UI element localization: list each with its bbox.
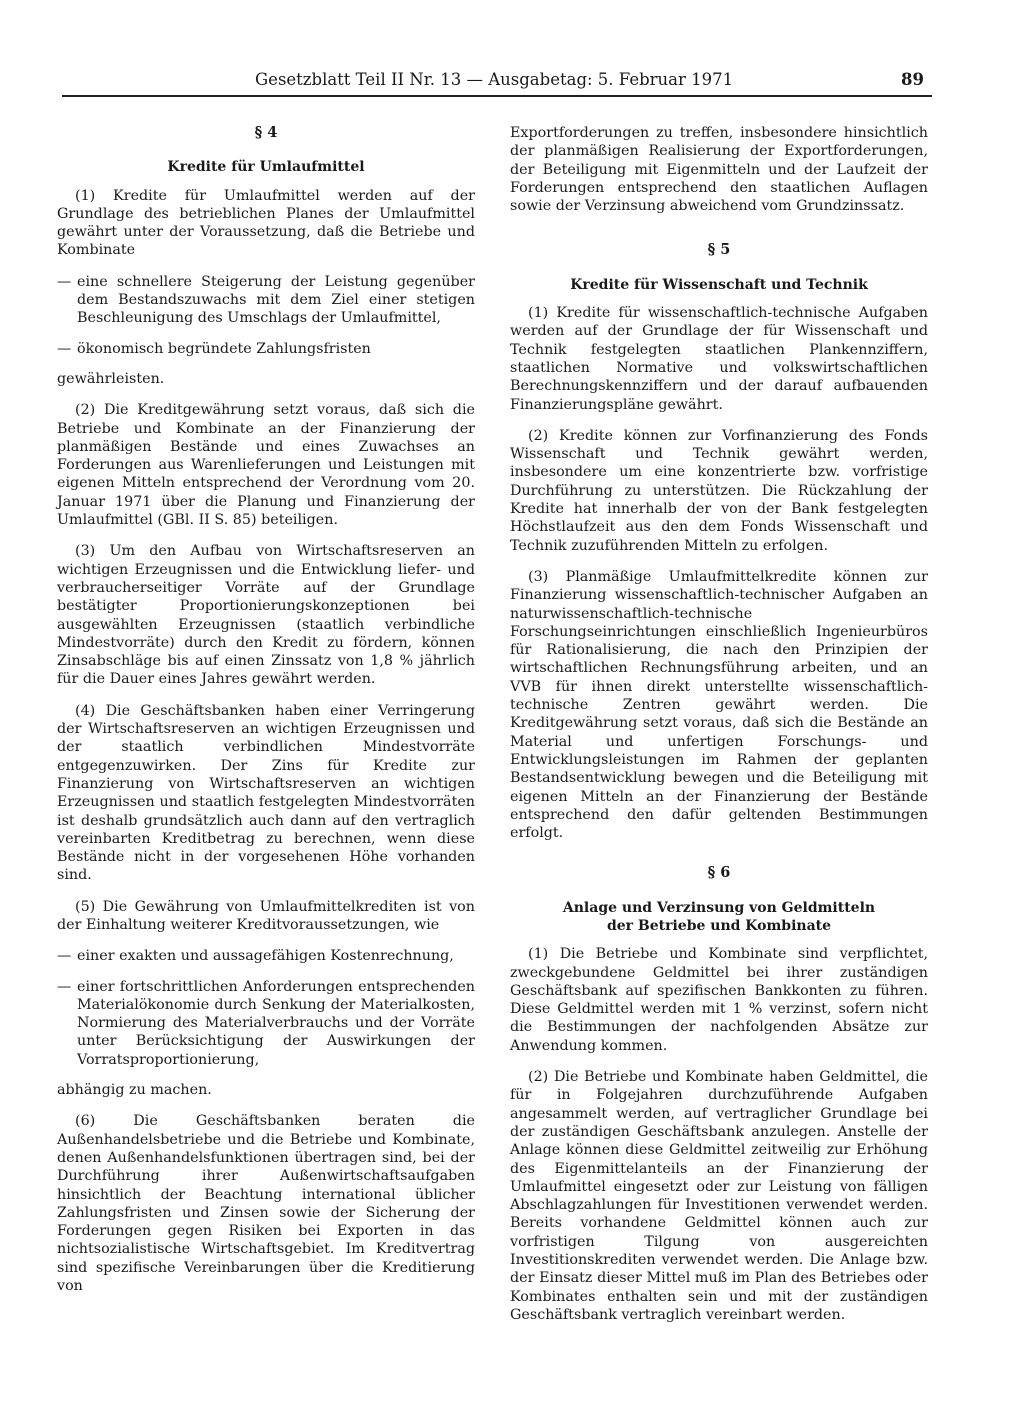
dash-text: einer fortschrittlichen Anforderungen entsprechenden Materialökonomie durch Senkung der Materialkosten, Normierung des Materialverbrauchs und der Vorräte unter Berücksichtigung der Auswirkungen der Vorratsproportionierung, [77, 978, 475, 1068]
dash-mark: — [57, 978, 72, 995]
header-rule [62, 95, 932, 97]
s5-paragraph-1: (1) Kredite für wissenschaftlich-technische Aufgaben werden auf der Grundlage der für Wissenschaft und Technik festgelegten staatlichen Plankennziffern, staatlichen Normative und volkswirtschaftlichen Berechnungskennziffern und der darauf aufbauenden Finanzierungspläne gewährt. [510, 305, 928, 413]
s5-paragraph-2: (2) Kredite können zur Vorfinanzierung des Fonds Wissenschaft und Technik gewährt werden, insbesondere um eine konzentrierte bzw. vorfristige Durchführung zu unterstützen. Die Rückzahlung der Kredite hat innerhalb der von der Bank festgelegten Höchstlaufzeit aus den dem Fonds Wissenschaft und Technik zuzuführenden Mitteln zu erfolgen. [510, 427, 928, 554]
dash-mark: — [57, 948, 72, 965]
s4-paragraph-3: (3) Um den Aufbau von Wirtschaftsreserven an wichtigen Erzeugnissen und die Entwicklung liefer- und verbraucherseitiger Vorräte auf der Grundlage bestätigter Proportionierungskonzeptionen bei ausgewählten Erzeugnissen (staatlich verbindliche Mindestvorräte) durch den Kredit zu fördern, können Zinsabschläge bis auf einen Zinssatz von 1,8 % jährlich für die Dauer eines Jahres gewährt werden. [57, 543, 475, 688]
s6-paragraph-2: (2) Die Betriebe und Kombinate haben Geldmittel, die für in Folgejahren durchzuführende Aufgaben angesammelt werden, auf vertraglicher Grundlage bei der zuständigen Geschäftsbank anzulegen. Anstelle der Anlage können diese Geldmittel zeitweilig zur Erhöhung des Eigenmittelanteils an der Finanzierung der Umlaufmittel eingesetzt oder zur Leistung von fälligen Abschlagzahlungen für Investitionen verwendet werden. Bereits vorhandene Geldmittel können auch zur vorfristigen Tilgung von ausgereichten Investitionskrediten verwendet werden. Die Anlage bzw. der Einsatz dieser Mittel muß im Plan des Betriebes oder Kombinates enthalten sein und mit der zuständigen Geschäftsbank vertraglich vereinbart werden. [510, 1069, 928, 1323]
s4-paragraph-6-continued: Exportforderungen zu treffen, insbesondere hinsichtlich der planmäßigen Realisierung der Exportforderungen, der Beteiligung mit Eigenmitteln und der Laufzeit der Forderungen entsprechend den staatlichen Auflagen sowie der Verzinsung abweichend vom Grundzinssatz. [510, 125, 928, 215]
section-6-title-line-1: Anlage und Verzinsung von Geldmitteln [562, 899, 876, 916]
s6-paragraph-1: (1) Die Betriebe und Kombinate sind verpflichtet, zweckgebundene Geldmittel bei ihrer zuständigen Geschäftsbank auf spezifischen Bankkonten zu führen. Diese Geldmittel werden mit 1 % verzinst, sofern nicht die Bestimmungen der nachfolgenden Absätze zur Anwendung kommen. [510, 946, 928, 1054]
s4-paragraph-5: (5) Die Gewährung von Umlaufmittelkrediten ist von der Einhaltung weiterer Kreditvoraussetzungen, wie [57, 898, 475, 933]
s4-paragraph-4: (4) Die Geschäftsbanken haben einer Verringerung der Wirtschaftsreserven an wichtigen Erzeugnissen und der staatlich verbindlichen Mindestvorräte entgegenzuwirken. Der Zins für Kredite zur Finanzierung von Wirtschaftsreserven an wichtigen Erzeugnissen und staatlich festgelegten Mindestvorräten ist deshalb grundsätzlich auch dann auf den vertraglich vereinbarten Kreditbetrag zu berechnen, wenn diese Bestände nicht in der vorgesehenen Höhe vorhanden sind. [57, 702, 475, 884]
right-column [510, 124, 928, 1337]
s4-dash-item-4 [57, 978, 475, 1069]
dash-text: eine schnellere Steigerung der Leistung gegenüber dem Bestandszuwachs mit dem Ziel einer stetigen Beschleunigung des Umschlags der Umlaufmittel, [77, 273, 475, 327]
section-4-title: Kredite für Umlaufmittel [167, 159, 365, 176]
s4-paragraph-5-end: abhängig zu machen. [57, 1082, 212, 1099]
section-5-title: Kredite für Wissenschaft und Technik [570, 276, 868, 293]
dash-mark: — [57, 340, 72, 357]
section-6-title-line-2: der Betriebe und Kombinate [606, 917, 832, 934]
section-4-heading: § 4 [254, 124, 278, 141]
dash-text: einer exakten und aussagefähigen Kostenrechnung, [77, 948, 454, 965]
s4-paragraph-1-end: gewährleisten. [57, 370, 165, 387]
page-header [62, 68, 932, 92]
s5-paragraph-3: (3) Planmäßige Umlaufmittelkredite können zur Finanzierung wissenschaftlich-technischer Aufgaben an naturwissenschaftlich-technische Forschungseinrichtungen einschließlich Ingenieurbüros für Rationalisierung, die nach den Prinzipien der wirtschaftlichen Rechnungsführung arbeiten, und an VVB für ihnen direkt unterstellte wissenschaftlich-technische Zentren gewährt werden. Die Kreditgewährung setzt voraus, daß sich die Bestände an Material und unfertigen Forschungs- und Entwicklungsleistungen im Rahmen der geplanten Bestandsentwicklung bewegen und die Beteiligung mit eigenen Mitteln an der Finanzierung der Bestände entsprechend den dafür geltenden Bestimmungen erfolgt. [510, 568, 928, 842]
header-title: Gesetzblatt Teil II Nr. 13 — Ausgabetag: 5. Februar 1971 [255, 70, 734, 89]
s4-dash-item-1 [57, 273, 475, 328]
section-6-heading: § 6 [707, 864, 731, 882]
s4-paragraph-1: (1) Kredite für Umlaufmittel werden auf der Grundlage des betrieblichen Planes der Umlaufmittel gewährt unter der Voraussetzung, daß die Betriebe und Kombinate [57, 187, 475, 259]
section-5-heading: § 5 [707, 241, 731, 259]
s4-paragraph-2: (2) Die Kreditgewährung setzt voraus, daß sich die Betriebe und Kombinate an der Finanzierung der planmäßigen Bestände und eines Zuwachses an Forderungen aus Warenlieferungen und Leistungen mit eigenen Mitteln entsprechend der Verordnung vom 20. Januar 1971 über die Planung und Finanzierung der Umlaufmittel (GBl. II S. 85) beteiligen. [57, 402, 475, 529]
s4-dash-item-2 [57, 340, 475, 358]
dash-mark: — [57, 273, 72, 290]
s4-dash-item-3 [57, 947, 475, 965]
page-number: 89 [901, 70, 924, 89]
s4-paragraph-6: (6) Die Geschäftsbanken beraten die Außenhandelsbetriebe und die Betriebe und Kombinate, denen Außenhandelsfunktionen übertragen sind, bei der Durchführung ihrer Außenwirtschaftsaufgaben hinsichtlich der Beachtung international üblicher Zahlungsfristen und Zinsen sowie der Sicherung der Forderungen gegen Risiken bei Exporten in das nichtsozialistische Wirtschaftsgebiet. Im Kreditvertrag sind spezifische Vereinbarungen über die Kreditierung von [57, 1113, 475, 1295]
left-column [57, 124, 475, 1308]
dash-text: ökonomisch begründete Zahlungsfristen [77, 340, 371, 357]
